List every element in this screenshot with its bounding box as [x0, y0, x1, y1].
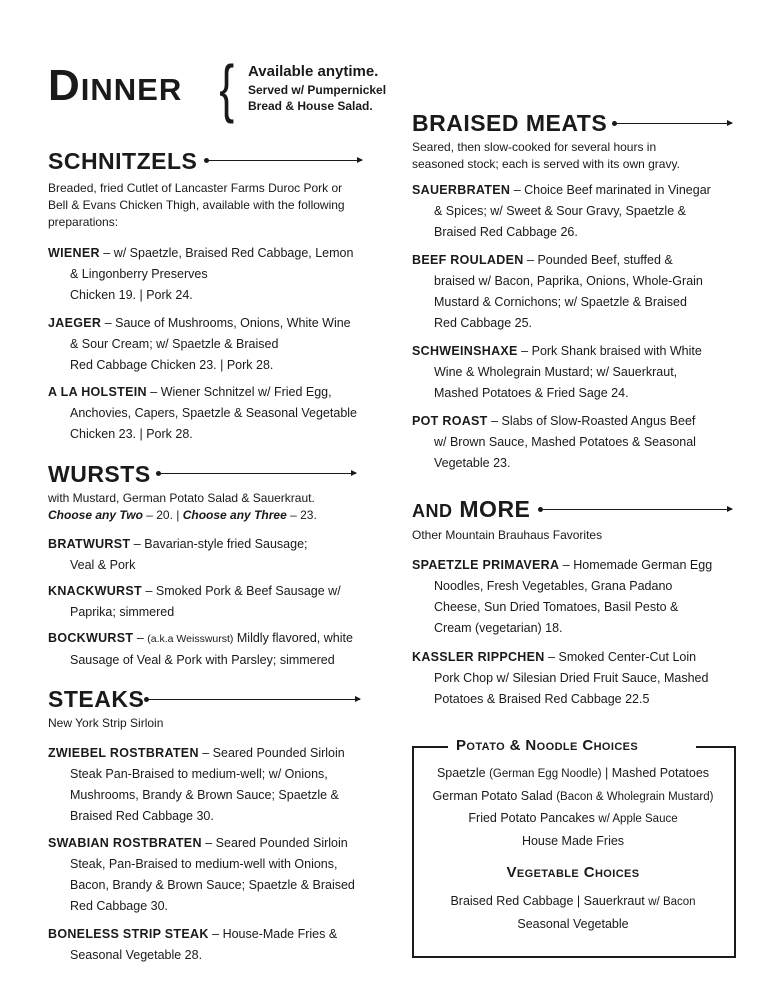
item-desc: – Smoked Center-Cut Loin	[544, 650, 697, 664]
item-alias: (a.k.a Weisswurst)	[147, 633, 234, 645]
item-desc: & Lingonberry Preserves	[70, 267, 208, 281]
choice-line	[412, 762, 734, 785]
item-price: Braised Red Cabbage 30.	[70, 809, 214, 823]
section-heading-schnitzels: SCHNITZELS	[48, 148, 198, 174]
item-name: BOCKWURST	[48, 631, 134, 645]
heading-rule	[614, 123, 732, 124]
section-heading-wursts: WURSTS	[48, 461, 151, 487]
item-name: ZWIEBEL ROSTBRATEN	[48, 746, 199, 760]
item-price: Seasonal Vegetable 28.	[70, 948, 203, 962]
item-name: WIENER	[48, 246, 100, 260]
item-price: Chicken 19. | Pork 24.	[70, 288, 193, 302]
heading-rule	[206, 160, 362, 161]
desc-line: Breaded, fried Cutlet of Lancaster Farms Duroc Pork or	[48, 181, 343, 195]
menu-item-bratwurst	[48, 534, 388, 576]
brace-ornament: {	[219, 52, 235, 124]
choice-line	[412, 890, 734, 913]
served-with-text-2: Bread & House Salad.	[248, 99, 373, 114]
item-price: Vegetable 23.	[434, 456, 511, 470]
choice-line	[412, 807, 734, 830]
choose-two-label: Choose any Two	[48, 508, 143, 522]
section-description	[48, 490, 383, 524]
item-desc: – Pork Shank braised with White	[517, 344, 702, 358]
item-desc: Veal & Pork	[70, 558, 136, 572]
choice-note: (Bacon & Wholegrain Mustard)	[556, 791, 714, 803]
menu-item-swabian-rostbraten	[48, 833, 393, 917]
item-desc: Steak Pan-Braised to medium-well; w/ Onions,	[70, 767, 328, 781]
item-price: Chicken 23. | Pork 28.	[70, 427, 193, 441]
menu-item-spaetzle-primavera	[412, 555, 757, 639]
choice-note: w/ Bacon	[648, 896, 696, 908]
availability-text: Available anytime.	[248, 63, 379, 80]
section-description	[412, 139, 742, 173]
item-desc: Bacon, Brandy & Brown Sauce; Spaetzle & Braised	[70, 878, 355, 892]
choice-line	[412, 785, 734, 808]
item-name: SAUERBRATEN	[412, 183, 511, 197]
choice-text: Fried Potato Pancakes	[468, 811, 599, 825]
menu-item-schweinshaxe	[412, 341, 757, 404]
item-desc: – Homemade German Egg	[559, 558, 713, 572]
item-name: POT ROAST	[412, 414, 488, 428]
vegetable-choices-title: Vegetable Choices	[506, 864, 640, 881]
item-desc: Paprika; simmered	[70, 605, 175, 619]
desc-line: seasoned stock; each is served with its own gravy.	[412, 157, 680, 171]
item-name: SPAETZLE PRIMAVERA	[412, 558, 560, 572]
menu-item-a-la-holstein	[48, 382, 388, 445]
item-desc: Mildly flavored, white	[233, 631, 353, 645]
item-price: Braised Red Cabbage 26.	[434, 225, 578, 239]
item-name: A LA HOLSTEIN	[48, 385, 147, 399]
header-note	[248, 62, 386, 115]
item-price: Mashed Potatoes & Fried Sage 24.	[434, 386, 629, 400]
menu-item-knackwurst	[48, 581, 388, 623]
section-heading-and-more	[412, 498, 530, 521]
item-desc: – Sauce of Mushrooms, Onions, White Wine	[101, 316, 351, 330]
choice-note: w/ Apple Sauce	[598, 813, 678, 825]
item-desc: Wine & Wholegrain Mustard; w/ Sauerkraut,	[434, 365, 678, 379]
menu-item-sauerbraten	[412, 180, 757, 243]
item-desc: – Pounded Beef, stuffed &	[523, 253, 673, 267]
choice-line: House Made Fries	[521, 834, 625, 848]
menu-header	[48, 52, 408, 128]
served-with-text: Served w/ Pumpernickel	[248, 83, 387, 98]
desc-line: with Mustard, German Potato Salad & Sauerkraut.	[48, 491, 315, 505]
menu-item-jaeger	[48, 313, 388, 376]
item-desc: & Sour Cream; w/ Spaetzle & Braised	[70, 337, 279, 351]
item-name: SCHWEINSHAXE	[412, 344, 518, 358]
item-desc: Sausage of Veal & Pork with Parsley; simmered	[70, 653, 335, 667]
heading-and: AND	[412, 501, 453, 521]
item-desc: Pork Chop w/ Silesian Dried Fruit Sauce, Mashed	[434, 671, 709, 685]
item-desc: – w/ Spaetzle, Braised Red Cabbage, Lemon	[99, 246, 354, 260]
item-desc: – House-Made Fries &	[208, 927, 338, 941]
item-desc: – Seared Pounded Sirloin	[198, 746, 345, 760]
section-description: Other Mountain Brauhaus Favorites	[412, 528, 603, 542]
item-desc: Cheese, Sun Dried Tomatoes, Basil Pesto &	[434, 600, 679, 614]
item-desc: – Seared Pounded Sirloin	[201, 836, 348, 850]
desc-line: preparations:	[48, 215, 119, 229]
desc-line: Seared, then slow-cooked for several hours in	[412, 140, 657, 154]
potato-noodle-choices-title: Potato & Noodle Choices	[452, 737, 642, 754]
item-desc: Anchovies, Capers, Spaetzle & Seasonal Vegetable	[70, 406, 357, 420]
item-desc: – Wiener Schnitzel w/ Fried Egg,	[146, 385, 332, 399]
item-name: JAEGER	[48, 316, 102, 330]
menu-item-beef-rouladen	[412, 250, 757, 334]
heading-rule	[158, 473, 356, 474]
section-heading-steaks: STEAKS	[48, 686, 145, 712]
item-price: Red Cabbage 30.	[70, 899, 168, 913]
item-desc: – Slabs of Slow-Roasted Angus Beef	[487, 414, 696, 428]
heading-rule	[540, 509, 732, 510]
item-name: KNACKWURST	[48, 584, 142, 598]
choice-text: German Potato Salad	[432, 789, 557, 803]
item-name: BRATWURST	[48, 537, 131, 551]
section-heading-braised-meats: BRAISED MEATS	[412, 110, 608, 136]
choose-two-price: – 20. |	[142, 508, 183, 522]
item-desc: –	[133, 631, 148, 645]
item-name: SWABIAN ROSTBRATEN	[48, 836, 202, 850]
choice-text: | Mashed Potatoes	[601, 766, 710, 780]
choice-text: Braised Red Cabbage | Sauerkraut	[450, 894, 649, 908]
item-desc: Mustard & Cornichons; w/ Spaetzle & Braised	[434, 295, 687, 309]
box-top-border	[412, 746, 448, 748]
heading-more: MORE	[459, 496, 531, 522]
item-desc: Steak, Pan-Braised to medium-well with Onions,	[70, 857, 338, 871]
item-desc: – Smoked Pork & Beef Sausage w/	[141, 584, 341, 598]
choose-three-label: Choose any Three	[182, 508, 287, 522]
item-name: BONELESS STRIP STEAK	[48, 927, 209, 941]
page-title: Dinner	[48, 61, 183, 110]
item-desc: – Choice Beef marinated in Vinegar	[510, 183, 711, 197]
section-description: New York Strip Sirloin	[48, 716, 164, 730]
item-desc: Mushrooms, Brandy & Brown Sauce; Spaetzle &	[70, 788, 339, 802]
menu-item-pot-roast	[412, 411, 757, 474]
heading-rule	[146, 699, 360, 700]
item-desc: braised w/ Bacon, Paprika, Onions, Whole-Grain	[434, 274, 703, 288]
choose-three-price: – 23.	[286, 508, 317, 522]
item-price: Cream (vegetarian) 18.	[434, 621, 563, 635]
menu-item-boneless-strip-steak	[48, 924, 388, 966]
menu-item-zwiebel-rostbraten	[48, 743, 388, 827]
item-price: Red Cabbage Chicken 23. | Pork 28.	[70, 358, 274, 372]
item-desc: w/ Brown Sauce, Mashed Potatoes & Seasonal	[434, 435, 696, 449]
item-price: Red Cabbage 25.	[434, 316, 532, 330]
menu-item-bockwurst	[48, 628, 393, 671]
box-top-border	[696, 746, 734, 748]
choice-text: Spaetzle	[436, 766, 490, 780]
section-description	[48, 180, 383, 231]
menu-item-kassler-rippchen	[412, 647, 760, 710]
desc-line: Bell & Evans Chicken Thigh, available with the following	[48, 198, 345, 212]
item-desc: – Bavarian-style fried Sausage;	[130, 537, 308, 551]
item-desc: & Spices; w/ Sweet & Sour Gravy, Spaetzle &	[434, 204, 686, 218]
item-name: BEEF ROULADEN	[412, 253, 524, 267]
choice-note: (German Egg Noodle)	[489, 768, 602, 780]
menu-item-wiener	[48, 243, 388, 306]
choice-line: Seasonal Vegetable	[517, 917, 629, 931]
item-desc: Noodles, Fresh Vegetables, Grana Padano	[434, 579, 673, 593]
item-price: Potatoes & Braised Red Cabbage 22.5	[434, 692, 650, 706]
item-name: KASSLER RIPPCHEN	[412, 650, 545, 664]
